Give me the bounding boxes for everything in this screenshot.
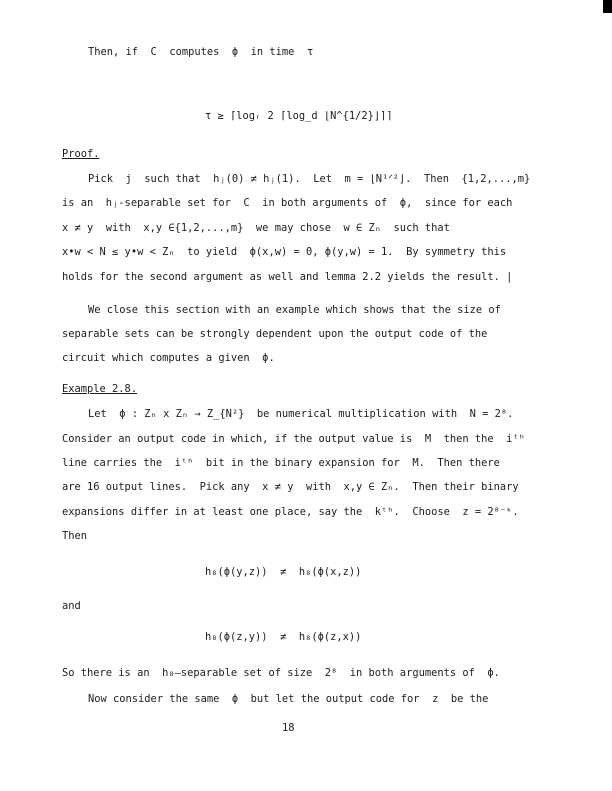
example-and: and [62, 600, 81, 612]
bound-formula-text: τ ≥ ⌈logᵣ 2 ⌈log_d ⌊N^{1/2}⌋⌉⌉ [205, 110, 393, 122]
proof-line-5: holds for the second argument as well and lemma 2.2 yields the result. | [62, 271, 513, 283]
example-conclusion: So there is an h₈—separable set of size 2⁸ in both arguments of ϕ. [62, 667, 500, 679]
corner-registration-mark [603, 0, 612, 13]
example-last-line: Now consider the same ϕ but let the output code for z be the [88, 693, 489, 705]
intro-line-text: Then, if C computes ϕ in time τ [88, 46, 314, 58]
example-line-3: line carries the iᵗʰ bit in the binary expansion for M. Then there [62, 457, 500, 469]
proof-line-1: Pick j such that hⱼ(0) ≠ hⱼ(1). Let m = ⌊N¹ᐟ²⌋. Then {1,2,...,m} [88, 173, 531, 185]
intro-line [88, 46, 313, 59]
example-then: Then [62, 530, 88, 542]
example-formula-2: h₈(ϕ(z,y)) ≠ h₈(ϕ(z,x)) [205, 631, 362, 643]
example-line-1: Let ϕ : Zₙ x Zₙ → Z_{N²} be numerical multiplication with N = 2⁸. [88, 408, 514, 420]
example-line-5: expansions differ in at least one place, say the kᵗʰ. Choose z = 2⁸⁻ᵏ. [62, 506, 519, 518]
proof-heading: Proof. [62, 148, 100, 160]
example-formula-1: h₈(ϕ(y,z)) ≠ h₈(ϕ(x,z)) [205, 566, 362, 578]
closing-line-3: circuit which computes a given ϕ. [62, 352, 275, 364]
proof-line-3: x ≠ y with x,y ∈{1,2,...,m} we may chose w ∈ Zₙ such that [62, 222, 450, 234]
page-number: 18 [282, 722, 295, 734]
closing-line-2: separable sets can be strongly dependent upon the output code of the [62, 328, 488, 340]
example-heading: Example 2.8. [62, 383, 138, 395]
proof-line-2: is an hⱼ-separable set for C in both arguments of ϕ, since for each [62, 197, 513, 209]
bound-formula [205, 110, 393, 123]
example-line-2: Consider an output code in which, if the output value is M then the iᵗʰ [62, 433, 525, 445]
proof-line-4: x•w < N ≤ y•w < Zₙ to yield ϕ(x,w) = 0, ϕ(y,w) = 1. By symmetry this [62, 246, 507, 258]
closing-line-1: We close this section with an example which shows that the size of [88, 304, 501, 316]
example-line-4: are 16 output lines. Pick any x ≠ y with x,y ∈ Zₙ. Then their binary [62, 481, 519, 493]
